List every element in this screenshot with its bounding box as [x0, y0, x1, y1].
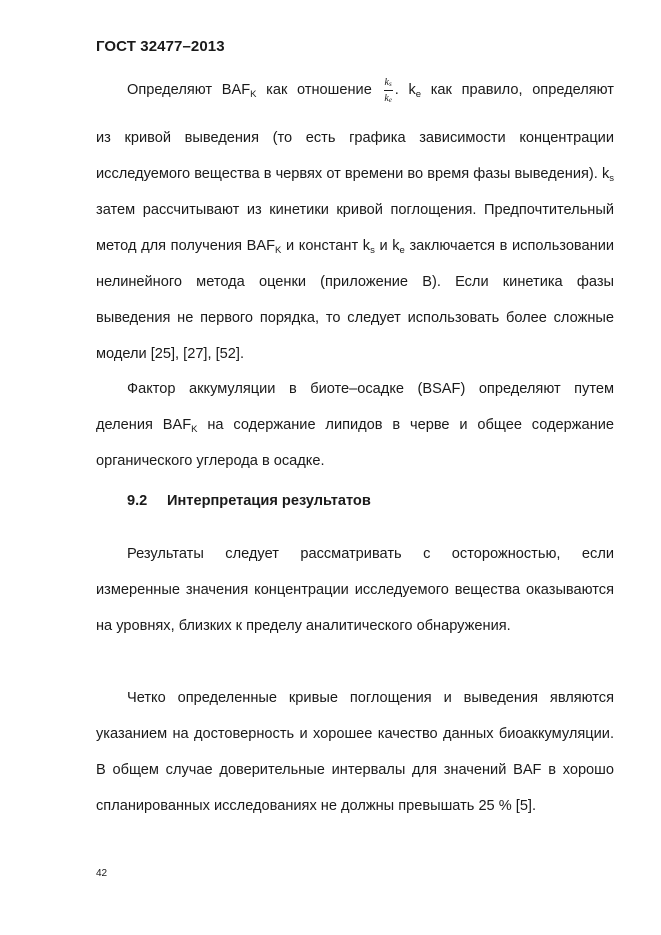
paragraph-1-body — [96, 120, 614, 372]
text-run: k — [384, 92, 389, 104]
text-run: . k — [394, 82, 416, 98]
text-run: затем рассчитывают из кинетики кривой поглощения. Предпочтительный метод для получения BAF — [96, 202, 614, 254]
subscript: e — [399, 245, 405, 256]
document-header: ГОСТ 32477–2013 — [96, 38, 225, 55]
subscript: K — [275, 245, 282, 256]
text-run: и констант k — [281, 238, 371, 254]
section-heading — [127, 493, 371, 509]
subscript: s — [388, 79, 392, 88]
fraction-ks-ke — [384, 76, 393, 105]
text-run: на содержание липидов в черве и общее содержание органического углерода в осадке. — [96, 417, 614, 469]
paragraph-4 — [96, 680, 614, 824]
text-run: как отношение — [256, 82, 382, 98]
subscript: K — [250, 89, 257, 100]
subscript: e — [415, 89, 422, 100]
paragraph-text: Результаты следует рассматривать с осторожностью, если измеренные значения концентрации исследуемого вещества оказываются на уровнях, близких к пределу аналитического обнаружения. — [96, 546, 614, 634]
page-number: 42 — [96, 868, 108, 879]
text-run: k — [384, 76, 389, 88]
text-run: Фактор аккумуляции в биоте–осадке (BSAF) определяют путем деления BAF — [96, 381, 614, 433]
fraction-denominator — [384, 91, 392, 105]
fraction-numerator — [384, 76, 393, 91]
text-run: из кривой выведения (то есть графика зависимости концентрации исследуемого вещества в червях от времени во время фазы выведения). k — [96, 130, 614, 182]
section-title: Интерпретация результатов — [167, 493, 371, 509]
text-run: и k — [374, 238, 400, 254]
subscript: e — [388, 95, 392, 104]
text-run: Определяют BAF — [127, 82, 251, 98]
paragraph-3 — [96, 536, 614, 644]
subscript: s — [370, 245, 375, 256]
section-number: 9.2 — [127, 493, 148, 509]
paragraph-1-first-line — [96, 72, 614, 112]
paragraph-text: Четко определенные кривые поглощения и выведения являются указанием на достоверность и хорошее качество данных биоаккумуляции. В общем случае доверительные интервалы для значений BAF в хорошо спланированных исследованиях не должны превышать 25 % [5]. — [96, 690, 614, 814]
paragraph-2 — [96, 371, 614, 479]
subscript: s — [609, 173, 614, 184]
subscript: K — [191, 424, 198, 435]
text-run: как правило, определяют — [421, 82, 614, 98]
text-run: заключается в использовании нелинейного метода оценки (приложение В). Если кинетика фазы выведения не первого порядка, то следует использовать более сложные модели [25], [27], [52]. — [96, 238, 615, 362]
